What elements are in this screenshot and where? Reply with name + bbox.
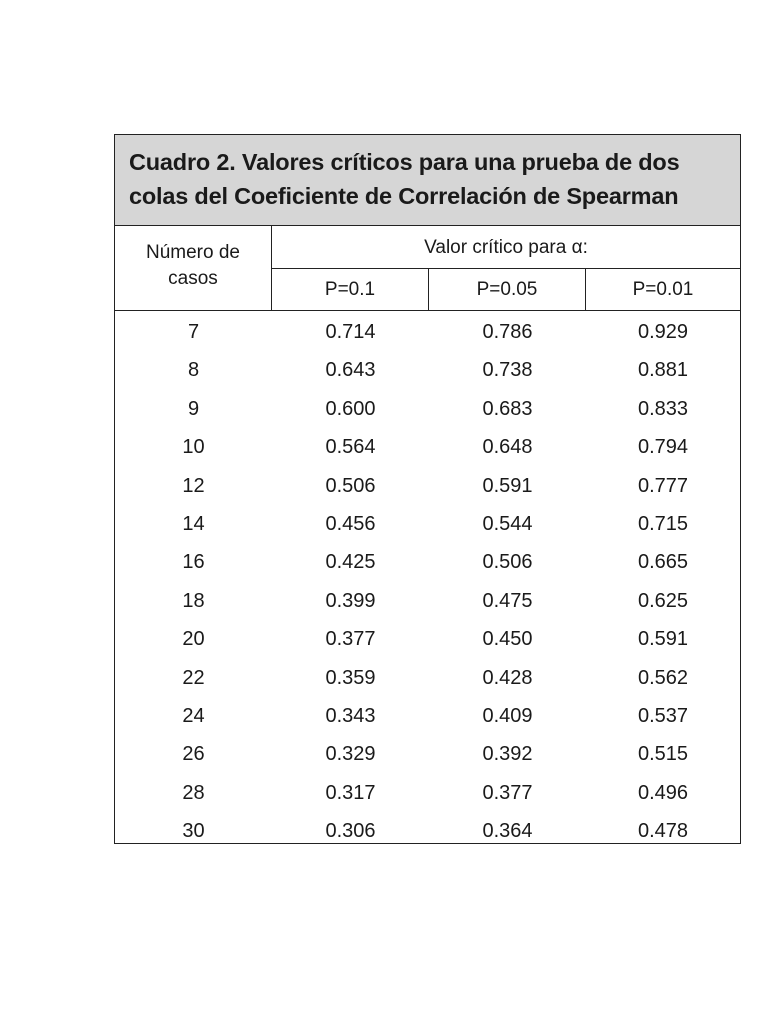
value-p0.05-cell: 0.786 — [482, 321, 533, 343]
value-p0.05-cell: 0.428 — [482, 666, 533, 689]
value-p0.1-cell: 0.329 — [325, 743, 376, 766]
p-column-header-0.01: P=0.01 — [632, 279, 694, 300]
value-p0.05-cell: 0.392 — [482, 743, 533, 766]
table-row — [115, 697, 740, 735]
spearman-critical-values-table — [114, 134, 741, 844]
value-p0.05-cell: 0.683 — [482, 397, 533, 420]
value-p0.1-cell: 0.377 — [325, 628, 376, 651]
table-title-band — [115, 135, 740, 226]
table-header — [115, 226, 740, 311]
value-p0.05-cell: 0.377 — [482, 781, 533, 804]
value-p0.01-cell: 0.777 — [637, 474, 689, 497]
table-row — [115, 582, 740, 620]
value-p0.05-cell: 0.591 — [482, 474, 533, 497]
table-row — [115, 313, 740, 351]
value-p0.1-cell: 0.600 — [325, 397, 376, 420]
value-p0.05-cell: 0.475 — [482, 589, 533, 612]
table-row — [115, 467, 740, 505]
value-p0.01-cell: 0.929 — [637, 321, 689, 343]
value-p0.05-cell: 0.409 — [482, 704, 533, 727]
table-row — [115, 351, 740, 389]
p-column-header-0.1: P=0.1 — [272, 269, 429, 311]
value-p0.01-cell: 0.591 — [637, 628, 689, 651]
cases-cell: 20 — [182, 628, 205, 651]
value-p0.01-cell: 0.833 — [637, 397, 689, 420]
table-row — [115, 659, 740, 697]
table-title-line-2: colas del Coeficiente de Correlación de Spearman — [129, 183, 679, 209]
value-p0.1-cell: 0.643 — [325, 359, 376, 382]
value-p0.05-cell: 0.450 — [482, 628, 533, 651]
table-row — [115, 735, 740, 773]
table-body — [115, 313, 740, 850]
table-row — [115, 505, 740, 543]
value-p0.1-cell: 0.506 — [325, 474, 376, 497]
table-row — [115, 428, 740, 466]
value-p0.1-cell: 0.456 — [325, 512, 376, 535]
value-p0.05-cell: 0.648 — [482, 436, 533, 459]
value-p0.05-cell: 0.364 — [482, 820, 533, 843]
value-p0.1-cell: 0.317 — [325, 781, 376, 804]
value-p0.01-cell: 0.794 — [637, 436, 689, 459]
cases-column-header — [115, 226, 272, 310]
cases-cell: 10 — [182, 436, 205, 459]
cases-cell: 16 — [182, 551, 205, 574]
table-row — [115, 812, 740, 850]
cases-cell: 26 — [182, 743, 205, 766]
cases-cell: 24 — [182, 704, 205, 727]
value-p0.05-cell: 0.506 — [482, 551, 533, 574]
value-p0.01-cell: 0.881 — [637, 359, 689, 382]
cases-cell: 8 — [187, 359, 200, 382]
table-title-line-1: Cuadro 2. Valores críticos para una prueba de dos — [129, 149, 680, 175]
cases-cell: 28 — [182, 781, 205, 804]
value-p0.05-cell: 0.544 — [482, 512, 533, 535]
value-p0.05-cell: 0.738 — [482, 359, 533, 382]
value-p0.01-cell: 0.625 — [637, 589, 689, 612]
cases-cell: 9 — [187, 397, 200, 420]
value-p0.01-cell: 0.562 — [637, 666, 689, 689]
value-p0.01-cell: 0.496 — [637, 781, 689, 804]
cases-cell: 30 — [182, 820, 205, 843]
value-p0.1-cell: 0.714 — [325, 321, 376, 343]
value-p0.1-cell: 0.306 — [325, 820, 376, 843]
value-p0.01-cell: 0.515 — [637, 743, 689, 766]
cases-cell: 12 — [182, 474, 205, 497]
cases-cell: 22 — [182, 666, 205, 689]
value-p0.1-cell: 0.564 — [325, 436, 376, 459]
table-row — [115, 543, 740, 581]
p-column-header-0.05: P=0.05 — [429, 269, 586, 311]
cases-header-line-2: casos — [168, 268, 218, 289]
value-p0.1-cell: 0.343 — [325, 704, 376, 727]
cases-header-line-1: Número de — [146, 242, 240, 263]
cases-cell: 18 — [182, 589, 205, 612]
value-p0.01-cell: 0.478 — [637, 820, 689, 843]
table-row — [115, 620, 740, 658]
cases-cell: 14 — [182, 512, 205, 535]
value-p0.1-cell: 0.399 — [325, 589, 376, 612]
cases-cell: 7 — [187, 321, 200, 343]
value-p0.01-cell: 0.715 — [637, 512, 689, 535]
table-row — [115, 390, 740, 428]
value-p0.1-cell: 0.359 — [325, 666, 376, 689]
value-p0.1-cell: 0.425 — [325, 551, 376, 574]
critical-value-header: Valor crítico para α: — [272, 226, 740, 269]
table-row — [115, 774, 740, 812]
value-p0.01-cell: 0.537 — [637, 704, 689, 727]
value-p0.01-cell: 0.665 — [637, 551, 689, 574]
